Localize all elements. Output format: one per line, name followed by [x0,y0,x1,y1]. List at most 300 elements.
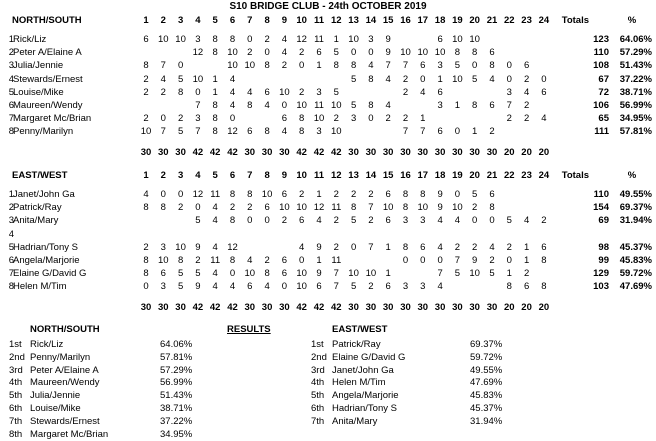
results-ew-name: Anita/Mary [332,415,378,427]
ew-board-header: 19 [452,170,463,181]
ns-top-score: 20 [504,146,515,158]
ns-top-score: 42 [192,146,204,158]
ns-board-header: 13 [348,15,359,26]
ew-pct-header: % [627,170,637,181]
ns-score-cell: 2 [523,73,530,85]
ns-score-cell: 4 [264,100,270,111]
ew-score-cell: 2 [454,241,461,253]
ew-score-cell: 10 [175,241,186,253]
ns-score-cell: 11 [314,100,324,111]
ew-top-score: 42 [227,301,238,313]
ew-score-cell: 8 [229,215,236,227]
ew-score-cell: 5 [489,268,495,280]
ew-score-cell: 5 [195,215,201,227]
results-ew-pct: 45.83% [470,390,503,402]
ew-row-pct: 45.37% [619,241,652,253]
results-ns-pct: 64.06% [160,339,193,350]
results-ns-name: Louise/Mike [30,403,81,414]
ew-top-score: 30 [158,301,169,313]
ns-score-cell: 10 [469,34,480,45]
ns-score-cell: 7 [402,60,409,72]
ew-score-cell: 2 [143,241,149,253]
ew-score-cell: 7 [333,281,339,293]
ns-score-cell: 0 [368,47,374,59]
ns-score-cell: 6 [437,34,443,45]
ns-score-cell: 8 [212,34,218,45]
ew-score-cell: 0 [177,189,184,200]
ew-score-cell: 10 [279,202,290,214]
ew-score-cell: 2 [229,202,236,214]
ns-score-cell: 8 [472,100,478,111]
ns-row-pct: 57.29% [619,47,652,59]
ew-board-header: 12 [331,170,342,181]
ns-score-cell: 9 [385,34,391,45]
ns-score-cell: 6 [541,86,547,98]
results-ns-name: Margaret Mc/Brian [30,428,109,440]
ns-board-header: 22 [504,15,515,26]
ns-score-cell: 2 [281,60,288,72]
ew-row-total: 129 [593,268,609,280]
ns-score-cell: 3 [437,100,443,111]
ns-score-cell: 5 [177,126,184,138]
ns-score-cell: 11 [314,34,324,45]
ns-top-score: 42 [331,146,342,158]
results-ns-place: 8th [9,428,23,440]
ew-score-cell: 6 [385,189,391,200]
ew-board-header: 21 [486,170,498,181]
ns-row-pct: 56.99% [619,100,652,111]
results-ns-pct: 51.43% [160,390,193,402]
ew-score-cell: 8 [402,189,409,200]
ew-score-cell: 8 [229,189,236,200]
ew-top-score: 20 [504,301,515,313]
ew-score-cell: 10 [296,202,307,214]
ew-score-cell: 5 [350,215,357,227]
ns-score-cell: 10 [175,34,186,45]
ns-score-cell: 2 [143,73,149,85]
ns-score-cell: 8 [212,126,218,138]
ns-top-score: 42 [313,146,325,158]
ns-board-header: 3 [177,15,184,26]
ns-pair-name: Stewards/Ernest [13,73,83,85]
ew-board-header: 18 [434,170,446,181]
ns-score-cell: 8 [229,34,236,45]
ns-board-header: 17 [417,15,429,26]
ns-score-cell: 10 [140,126,152,138]
ns-pair-name: Margaret Mc/Brian [13,113,92,125]
ns-score-cell: 9 [385,47,391,59]
ns-score-cell: 6 [247,126,253,138]
ns-board-header: 12 [331,15,342,26]
ns-score-cell: 4 [541,113,547,125]
ns-board-header: 8 [264,15,270,26]
ns-score-cell: 8 [472,47,478,59]
ew-score-cell: 4 [143,189,149,200]
ns-score-cell: 6 [420,60,426,72]
ew-top-score: 42 [296,301,307,313]
ns-score-cell: 0 [195,86,201,98]
ew-pair-name: Hadrian/Tony S [13,241,78,253]
ew-top-score: 30 [452,301,463,313]
results-ns-name: Julia/Jennie [30,390,81,402]
ns-score-cell: 0 [472,60,478,72]
ew-board-header: 24 [538,170,550,181]
ew-score-cell: 6 [316,281,322,293]
ns-row-pct: 57.81% [619,126,652,138]
ns-board-header: 18 [434,15,446,26]
ew-score-cell: 2 [368,281,374,293]
ew-row-pct: 45.83% [619,255,652,266]
ew-score-cell: 0 [160,189,166,200]
ew-score-cell: 0 [489,215,495,227]
ew-score-cell: 10 [348,268,359,280]
ew-score-cell: 6 [264,202,270,214]
ew-heading: EAST/WEST [12,170,68,181]
ns-score-cell: 2 [523,100,530,111]
ew-top-score: 42 [331,301,342,313]
ew-score-cell: 4 [212,241,218,253]
ew-board-header: 7 [247,170,253,181]
ns-top-score: 30 [140,146,152,158]
ns-score-cell: 10 [279,86,290,98]
ns-pair-number: 7 [8,113,14,125]
results-ns-pct: 57.81% [160,351,193,363]
ns-score-cell: 5 [177,73,184,85]
ew-row-pct: 49.55% [619,189,652,200]
ew-score-cell: 6 [385,281,391,293]
ew-score-cell: 10 [158,255,169,266]
ew-score-cell: 10 [365,268,377,280]
ns-score-cell: 3 [437,60,443,72]
ew-score-cell: 10 [417,202,429,214]
ew-top-score: 30 [244,301,256,313]
ns-top-score: 30 [158,146,169,158]
ns-score-cell: 1 [316,60,322,72]
ew-score-cell: 8 [143,268,149,280]
ew-score-cell: 8 [143,255,149,266]
ew-board-header: 20 [469,170,480,181]
ew-score-cell: 6 [299,215,305,227]
ew-board-header: 9 [281,170,288,181]
results-ns-name: Penny/Marilyn [30,351,91,363]
ew-score-cell: 12 [313,202,325,214]
ns-score-cell: 4 [281,126,288,138]
ew-score-cell: 11 [331,202,342,214]
ew-score-cell: 7 [437,268,443,280]
results-ns-pct: 37.22% [160,415,193,427]
ew-score-cell: 8 [247,189,253,200]
results-ew-name: Janet/John Ga [332,364,394,376]
ns-score-cell: 3 [506,86,512,98]
ns-heading: NORTH/SOUTH [12,15,82,26]
ns-top-score: 20 [521,146,532,158]
ew-score-cell: 6 [281,268,288,280]
results-ew-place: 6th [311,403,325,414]
ew-totals-header: Totals [561,170,589,181]
ns-row-total: 108 [593,60,609,72]
ew-row-pct: 59.72% [619,268,652,280]
ew-board-header: 4 [195,170,201,181]
ns-score-cell: 0 [506,73,512,85]
ns-score-cell: 8 [247,100,253,111]
ns-top-score: 30 [279,146,290,158]
ew-score-cell: 4 [454,215,461,227]
ns-score-cell: 12 [227,126,238,138]
ns-score-cell: 10 [348,34,359,45]
ns-score-cell: 6 [281,113,288,125]
ns-board-header: 2 [160,15,166,26]
ew-board-header: 16 [400,170,411,181]
ns-score-cell: 1 [212,86,218,98]
results-ns-place: 1st [9,339,22,350]
ew-row-total: 69 [598,215,609,227]
ew-board-header: 23 [521,170,532,181]
ns-row-total: 65 [598,113,609,125]
ew-score-cell: 6 [281,189,288,200]
ew-top-score: 30 [400,301,411,313]
ns-score-cell: 2 [264,34,270,45]
ew-board-header: 5 [212,170,218,181]
ew-score-cell: 2 [472,241,478,253]
results-ew-place: 2nd [311,351,327,363]
ns-top-score: 30 [261,146,273,158]
ew-score-cell: 9 [472,255,478,266]
ns-score-cell: 2 [299,47,305,59]
ew-score-cell: 5 [195,268,201,280]
ew-score-cell: 5 [506,215,512,227]
ew-score-cell: 9 [316,268,322,280]
ew-board-header: 8 [264,170,270,181]
ns-score-cell: 8 [368,73,374,85]
ns-score-cell: 7 [402,126,409,138]
ew-top-score: 30 [469,301,480,313]
ew-score-cell: 2 [368,215,374,227]
ns-row-total: 111 [594,126,609,138]
ew-row-total: 103 [593,281,609,293]
ns-score-cell: 2 [177,113,184,125]
results-ew-name: Hadrian/Tony S [332,403,397,414]
results-ns-pct: 34.95% [160,428,193,440]
ew-score-cell: 4 [299,241,305,253]
ns-score-cell: 1 [454,100,461,111]
ew-score-cell: 6 [541,241,547,253]
ns-score-cell: 10 [227,60,238,72]
ew-pair-number: 6 [8,255,14,266]
ns-score-cell: 7 [385,60,391,72]
ew-score-cell: 0 [454,189,461,200]
ns-score-cell: 6 [489,100,495,111]
ew-score-cell: 2 [281,215,288,227]
ew-score-cell: 3 [402,281,409,293]
ns-pair-number: 3 [8,60,14,72]
ns-top-score: 42 [227,146,238,158]
ns-top-score: 20 [538,146,550,158]
ew-top-score: 42 [313,301,325,313]
ew-score-cell: 4 [437,241,443,253]
ns-score-cell: 4 [247,86,253,98]
ew-pair-name: Janet/John Ga [13,189,75,200]
ew-pair-number: 1 [8,189,14,200]
ew-pair-name: Helen M/Tim [13,281,67,293]
ew-score-cell: 12 [192,189,204,200]
results-ns-pct: 56.99% [160,377,193,389]
ew-score-cell: 1 [523,255,530,266]
ew-score-cell: 8 [541,255,547,266]
ew-score-cell: 3 [420,281,426,293]
ew-pair-name: Angela/Marjorie [13,255,80,266]
results-ns-name: Maureen/Wendy [30,377,100,389]
ns-pair-number: 5 [8,86,14,98]
ew-score-cell: 5 [177,268,184,280]
page-title: S10 BRIDGE CLUB - 24th OCTOBER 2019 [229,1,427,12]
ew-score-cell: 3 [160,241,166,253]
ew-score-cell: 0 [281,281,288,293]
ns-score-cell: 10 [434,47,446,59]
ns-pair-name: Julia/Jennie [13,60,64,72]
ns-top-score: 30 [400,146,411,158]
ns-score-cell: 4 [229,100,236,111]
ns-score-cell: 6 [523,60,530,72]
ew-score-cell: 1 [506,268,512,280]
results-ew-place: 3rd [311,364,325,376]
ns-score-cell: 10 [417,47,429,59]
ew-score-cell: 6 [420,241,426,253]
results-ew-pct: 45.37% [470,403,503,414]
ns-score-cell: 8 [333,60,339,72]
ns-score-cell: 10 [452,73,463,85]
ns-board-header: 10 [296,15,307,26]
ew-score-cell: 2 [195,255,201,266]
ns-pair-name: Louise/Mike [13,86,64,98]
ns-score-cell: 6 [316,47,322,59]
ew-score-cell: 8 [143,202,149,214]
ew-score-cell: 0 [350,241,357,253]
ew-score-cell: 12 [227,241,238,253]
ew-score-cell: 8 [160,202,166,214]
ew-top-score: 30 [279,301,290,313]
ns-score-cell: 0 [368,113,374,125]
results-ns-name: Stewards/Ernest [30,415,100,427]
ns-score-cell: 5 [454,60,461,72]
ns-row-pct: 38.71% [619,86,652,98]
ew-score-cell: 4 [523,215,530,227]
ns-score-cell: 8 [264,60,270,72]
ns-score-cell: 0 [420,73,426,85]
ew-score-cell: 0 [472,215,478,227]
ns-score-cell: 8 [350,60,357,72]
ew-score-cell: 10 [261,189,273,200]
ns-top-score: 30 [365,146,377,158]
results-ns-heading: NORTH/SOUTH [30,324,100,335]
ew-score-cell: 4 [229,281,236,293]
ew-score-cell: 9 [437,202,443,214]
results-ew-name: Angela/Marjorie [332,390,399,402]
ns-score-cell: 0 [299,60,305,72]
ew-pair-number: 2 [8,202,14,214]
ns-score-cell: 1 [437,73,443,85]
ew-score-cell: 8 [506,281,512,293]
ns-score-cell: 4 [489,73,495,85]
ew-score-cell: 7 [333,268,339,280]
ns-score-cell: 6 [489,47,495,59]
ew-score-cell: 3 [420,215,426,227]
ns-board-header: 7 [247,15,253,26]
ew-board-header: 2 [160,170,166,181]
ns-board-header: 11 [313,15,325,26]
ns-board-header: 1 [143,15,149,26]
ns-score-cell: 6 [437,86,443,98]
results-ns-pct: 38.71% [160,403,193,414]
ns-score-cell: 0 [350,47,357,59]
ew-pair-number: 3 [8,215,14,227]
ns-pair-name: Penny/Marilyn [13,126,74,138]
ew-top-score: 20 [521,301,532,313]
ew-pair-number: 5 [8,241,14,253]
ns-score-cell: 7 [160,126,166,138]
ns-score-cell: 5 [333,47,339,59]
ns-score-cell: 4 [420,86,426,98]
ew-score-cell: 0 [229,268,236,280]
ns-score-cell: 10 [331,100,342,111]
ns-score-cell: 7 [195,126,201,138]
ew-score-cell: 4 [437,215,443,227]
ns-score-cell: 3 [316,126,322,138]
ns-score-cell: 0 [160,113,166,125]
ns-score-cell: 10 [244,60,256,72]
ns-score-cell: 10 [313,113,325,125]
ns-score-cell: 10 [158,34,169,45]
ns-score-cell: 10 [331,126,342,138]
ns-score-cell: 2 [143,86,149,98]
ew-score-cell: 9 [195,281,201,293]
ns-pair-number: 4 [8,73,14,85]
ns-score-cell: 2 [333,113,339,125]
ns-top-score: 30 [348,146,359,158]
ns-score-cell: 2 [385,113,391,125]
ew-score-cell: 10 [296,281,307,293]
ns-board-header: 23 [521,15,532,26]
ns-totals-header: Totals [561,15,589,26]
ew-row-total: 154 [593,202,609,214]
ns-score-cell: 10 [227,47,238,59]
ns-score-cell: 5 [472,73,478,85]
results-ew-place: 4th [311,377,325,389]
ns-score-cell: 8 [454,47,461,59]
ns-score-cell: 4 [281,34,288,45]
ew-score-cell: 0 [506,255,512,266]
ew-score-cell: 0 [402,255,409,266]
ew-score-cell: 0 [195,202,201,214]
ew-board-header: 6 [229,170,236,181]
ew-pair-number: 7 [8,268,14,280]
ew-pair-number: 4 [8,228,14,240]
results-ew-pct: 49.55% [470,364,503,376]
ew-score-cell: 2 [247,202,253,214]
ns-score-cell: 4 [229,73,236,85]
ew-board-header: 17 [417,170,429,181]
ns-score-cell: 8 [299,126,305,138]
ew-pair-name: Elaine G/David G [13,268,87,280]
ns-score-cell: 8 [264,126,270,138]
ew-score-cell: 6 [160,268,166,280]
ns-score-cell: 8 [177,86,184,98]
ew-score-cell: 2 [368,189,374,200]
ew-score-cell: 4 [489,241,495,253]
ew-score-cell: 8 [177,255,184,266]
ew-pair-name: Patrick/Ray [13,202,62,214]
ew-score-cell: 7 [368,241,374,253]
ew-score-cell: 2 [299,189,305,200]
